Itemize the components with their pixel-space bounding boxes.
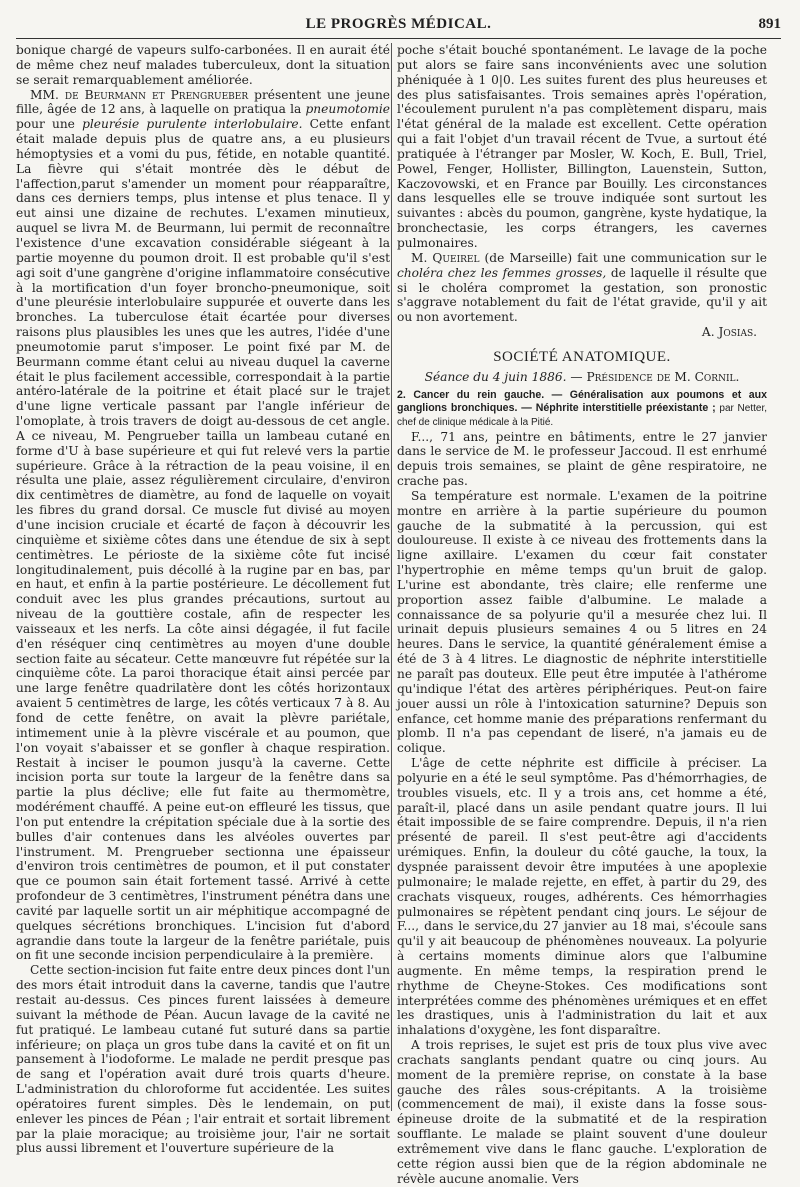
seance-date: Séance du 4 juin 1886. bbox=[424, 369, 567, 384]
section-title: SOCIÉTÉ ANATOMIQUE. bbox=[493, 348, 671, 365]
text-run: de laquelle il résulte que si le choléra compromet la gestation, son pronostic s'aggrave notablement du fait de l'état gravide, qu'il y ait ou non avortement. bbox=[397, 265, 767, 325]
left-column bbox=[16, 43, 391, 1156]
paragraph bbox=[16, 88, 390, 964]
paragraph: F..., 71 ans, peintre en bâtiments, entre le 27 janvier dans le service de M. le professeur Jaccoud. Il est enrhumé depuis trois semaines, se plaint de gêne respiratoire, ne crache pas. bbox=[397, 429, 767, 489]
emphasis: pleurésie purulente interlobulaire. bbox=[82, 117, 303, 132]
article-heading bbox=[397, 389, 767, 430]
page-number: 891 bbox=[758, 16, 781, 32]
paragraph: Cette section-incision fut faite entre deux pinces dont l'un des mors était introduit dans la caverne, tandis que l'autre restait au-dessus. Ces pinces furent laissées à demeure suivant la méthode de Péan. Aucun lavage de la cavité ne fut pratiqué. Le lambeau cutané fut suturé dans sa partie inférieure; on plaça un gros tube dans la cavité et on fit un pansement à l'iodoforme. Le malade ne perdit presque pas de sang et l'opération avait duré trois quarts d'heure. L'administration du chloroforme fut accidentée. Les suites opératoires furent simples. Dès le lendemain, on put enlever les pinces de Péan ; l'air entrait et sortait librement par la plaie moracique; au troisième jour, l'air ne sortait plus aussi librement et l'ouverture supérieure de la bbox=[16, 963, 390, 1156]
right-column bbox=[397, 43, 767, 1186]
author-name: M. Queirel bbox=[411, 250, 480, 265]
emphasis: choléra chez les femmes grosses, bbox=[397, 265, 607, 280]
page-header bbox=[16, 14, 781, 39]
paragraph bbox=[397, 251, 767, 325]
author-names: MM. de Beurmann et Prengrueber bbox=[30, 87, 249, 102]
paragraph: A trois reprises, le sujet est pris de toux plus vive avec crachats sanglants pendant quatre ou cinq jours. Au moment de la première reprise, on constate à la base gauche des râles sous-crépitants. A la troisième (commencement de mai), il existe dans la fosse sous-épineuse droite de la submatité et de la respiration soufflante. Le malade se plaint souvent d'une douleur extrêmement vive dans le flanc gauche. L'exploration de cette région aussi bien que de la région abdominale ne révèle aucune anomalie. Vers bbox=[397, 1038, 767, 1186]
seance-presidence: — Présidence de M. Cornil. bbox=[566, 369, 740, 384]
paragraph: L'âge de cette néphrite est difficile à préciser. La polyurie en a été le seul symptôme. Pas d'hémorrhagies, de troubles visuels, etc. Il y a trois ans, cet homme a été, paraît-il, placé dans un asile pendant quatre jours. Il lui était impossible de se faire comprendre. Depuis, il n'a rien présenté de pareil. Il s'est peut-être agi d'accidents urémiques. Enfin, la douleur du côté gauche, la toux, la dyspnée paraissent devoir être imputées à une apoplexie pulmonaire; le malade rejette, en effet, à partir du 29, des crachats visqueux, rouges, adhérents. Ces hémorrhagies pulmonaires se répètent pendant cinq jours. Le séjour de F..., dans le service,du 27 janvier au 18 mai, s'écoule sans qu'il y ait beaucoup de phénomènes nouveaux. La polyurie à certains moments diminue alors que l'albumine augmente. En même temps, la respiration prend le rhythme de Cheyne-Stokes. Ces modifications sont interprétées comme des phénomènes urémiques et en effet les drastiques, unis à l'administration du lait et aux inhalations d'oxygène, les font disparaître. bbox=[397, 756, 767, 1038]
column-divider bbox=[391, 43, 392, 1111]
emphasis: pneumotomie bbox=[305, 102, 390, 117]
paragraph: poche s'était bouché spontanément. Le lavage de la poche put alors se faire sans inconvénients avec une solution phéniquée à 1 0|0. Les suites furent des plus heureuses et des plus satisfaisantes. Trois semaines après l'opération, l'écoulement purulent n'a pas complètement disparu, mais l'état général de la malade est excellent. Cette opération qui a fait l'objet d'un travail récent de Tvue, a surtout été pratiquée à l'étranger par Mosler, W. Koch, E. Bull, Triel, Powel, Fenger, Hollister, Billington, Lauenstein, Sutton, Kaczovowski, et en France par Bouilly. Les circonstances dans lesquelles elle se trouve indiquée sont surtout les suivantes : abcès du poumon, gangrène, kyste hydatique, la bronchectasie, les corps étrangers, les cavernes pulmonaires. bbox=[397, 43, 767, 250]
article-author: par Netter, chef de clinique médicale à la Pitié. bbox=[397, 403, 767, 428]
text-run: présentent une jeune fille, âgée de 12 ans, à laquelle on pratiqua la bbox=[16, 87, 391, 117]
paragraph: Sa température est normale. L'examen de la poitrine montre en arrière à la partie supérieure du poumon gauche de la submatité à la percussion, qui est douloureuse. Il existe à ce niveau des frottements dans la ligne axillaire. L'examen du cœur fait constater l'hypertrophie en même temps qu'un bruit de galop. L'urine est abondante, très claire; elle renferme une proportion assez faible d'albumine. Le malade a connaissance de sa polyurie qu'il a mesurée chez lui. Il urinait depuis plusieurs semaines 4 ou 5 litres en 24 heures. Dans le service, la quantité généralement émise a été de 3 à 4 litres. Le diagnostic de néphrite interstitielle ne paraît pas douteux. Elle peut être imputée à l'athérome qu'indique l'état des artères périphériques. Peut-on faire jouer aussi un rôle à l'intoxication saturnine? Depuis son enfance, cet homme manie des préparations renfermant du plomb. Il n'a pas cependant de liseré, n'a jamais eu de colique. bbox=[397, 488, 767, 756]
signature: A. Josias. bbox=[701, 325, 757, 340]
text-run: Cette enfant était malade depuis plus de quatre ans, a eu plusieurs hémoptysies et a vomi du pus, fétide, en notable quantité. La fièvre qui s'était montrée dès le début de l'affection,parut s'amender un moment pour réapparaître, dans ces derniers temps, plus intense et plus tenace. Il y eut ainsi une dizaine de rechutes. L'examen minutieux, auquel se livra M. de Beurmann, lui permit de reconnaître l'existence d'une excavation considérable siégeant à la partie moyenne du poumon droit. Il est probable qu'il s'est agi soit d'une gangrène d'origine inflammatoire consécutive à la mortification d'un foyer broncho-pneumonique, soit d'une pleurésie interlobulaire suppurée et ouverte dans les bronches. La tuberculose était écartée pour diverses raisons plus plausibles les unes que les autres, l'idée d'une pneumotomie parut s'imposer. Le point fixé par M. de Beurmann comme étant celui au niveau duquel la caverne était le plus facilement accessible, correspondait à la partie antéro-latérale de la poitrine et était placé sur le trajet d'une ligne verticale passant par l'angle inférieur de l'omoplate, à trois travers de doigt au-dessous de cet angle. A ce niveau, M. Pengrueber tailla un lambeau cutané en forme d'U à base supérieure et qui fut relevé vers la partie supérieure. Grâce à la rétraction de la peau voisine, il en résulta une plaie, assez régulièrement circulaire, d'environ dix centimètres de diamètre, au fond de laquelle on voyait les fibres du grand dorsal. Ce muscle fut divisé au moyen d'une incision cruciale et écarté de façon à découvrir les cinquième et sixième côtes dans une étendue de six à sept centimètres. Le périoste de la sixième côte fut incisé longitudinalement, puis décollé à la rugine par en bas, par en haut, et enfin à la partie postérieure. Le décollement fut conduit avec les plus grandes précautions, surtout au niveau de la gouttière costale, afin de respecter les vaisseaux et les nerfs. La côte ainsi dégagée, il fut facile d'en réséquer cinq centimètres au moyen d'une double section faite au sécateur. Cette manœuvre fut répétée sur la cinquième côte. La paroi thoracique était ainsi percée par une large fenêtre quadrilatère dont les côtés horizontaux avaient 5 centimètres de large, les côtés verticaux 7 à 8. Au fond de cette fenêtre, on avait la plèvre pariétale, intimement unie à la plèvre viscérale et au poumon, que l'on voyait s'abaisser et se gonfler à chaque respiration. Restait à inciser le poumon jusqu'à la caverne. Cette incision porta sur toute la largeur de la fenêtre dans sa partie la plus déclive; elle fut faite au thermomètre, modérément chauffé. A peine eut-on effleuré les tissus, que l'on put entendre la crépitation spéciale due à la sortie des bulles d'air contenues dans les alvéoles ouvertes par l'instrument. M. Prengrueber sectionna une épaisseur d'environ trois centimètres de poumon, et il put constater que ce poumon sain était fortement tassé. Arrivé à cette profondeur de 3 centimètres, l'instrument pénétra dans une cavité par laquelle sortit un air méphitique accompagné de quelques sécrétions bronchiques. L'incision fut d'abord agrandie dans toute la largeur de la fenêtre pariétale, puis on fit une seconde incision perpendiculaire à la première. bbox=[16, 117, 390, 963]
text-run: pour une bbox=[16, 117, 83, 132]
article-title: 2. Cancer du rein gauche. — Généralisation aux poumons et aux ganglions bronchiques. — Néphrite interstitielle préexistante ; bbox=[397, 388, 767, 415]
text-run: (de Marseille) fait une communication sur le bbox=[479, 250, 767, 265]
paragraph: bonique chargé de vapeurs sulfo-carbonées. Il en aurait été de même chez neuf malades tuberculeux, dont la situation se serait remarquablement améliorée. bbox=[16, 43, 390, 87]
journal-title: LE PROGRÈS MÉDICAL. bbox=[305, 16, 492, 32]
seance-line bbox=[397, 370, 767, 385]
